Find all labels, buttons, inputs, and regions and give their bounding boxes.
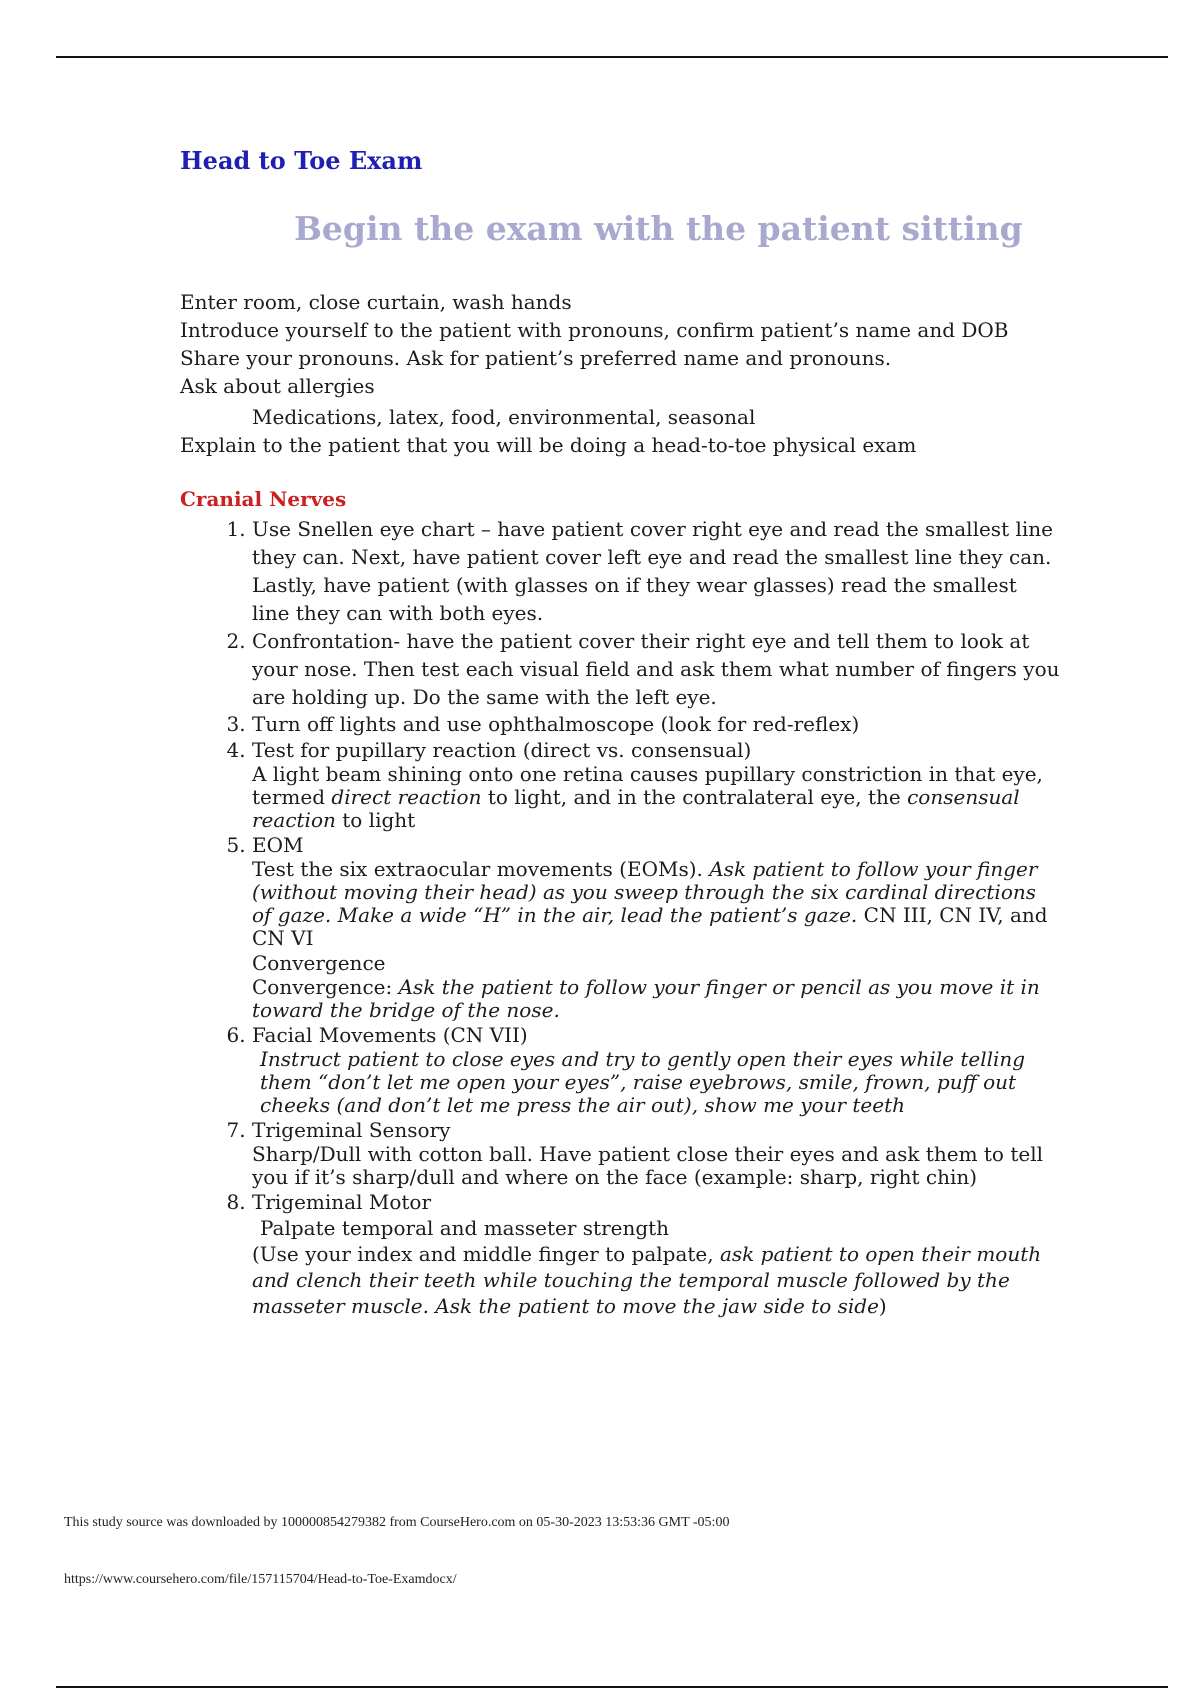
list-item xyxy=(252,711,1060,737)
body-text: to light, and in the contralateral eye, the xyxy=(481,785,908,809)
intro-line: Enter room, close curtain, wash hands xyxy=(180,290,572,314)
convergence-body xyxy=(252,976,1060,1022)
body-text: Test the six extraocular movements (EOMs). xyxy=(252,857,710,881)
body-text: to light xyxy=(335,808,416,832)
list-item xyxy=(252,1022,1060,1117)
item-title: 5. EOM xyxy=(252,833,304,857)
convergence-title: Convergence xyxy=(252,951,386,975)
top-rule xyxy=(56,56,1168,58)
item-title: 6. Facial Movements (CN VII) xyxy=(252,1023,528,1047)
item-body xyxy=(252,858,1060,950)
item-body xyxy=(252,1048,1060,1117)
cranial-nerves-heading: Cranial Nerves xyxy=(180,487,347,511)
allergy-list: Medications, latex, food, environmental, seasonal xyxy=(252,405,756,429)
list-item xyxy=(252,737,1060,832)
item-title: 8. Trigeminal Motor xyxy=(252,1190,432,1214)
body-text: A light beam shining onto one retina causes pupillary constriction in that eye, termed xyxy=(252,762,1043,809)
list-item xyxy=(252,515,1060,627)
body-italic: direct reaction xyxy=(331,785,482,809)
body-text: Convergence: xyxy=(252,975,399,999)
cranial-nerves-list xyxy=(180,515,1060,1319)
body-text: (Use your index and middle finger to palpate, xyxy=(252,1242,720,1266)
list-item xyxy=(252,1117,1060,1189)
item-subline: Palpate temporal and masseter strength xyxy=(260,1216,670,1240)
item-body xyxy=(252,763,1060,832)
doc-title: Head to Toe Exam xyxy=(180,146,423,175)
source-url[interactable]: https://www.coursehero.com/file/157115704/Head-to-Toe-Examdocx/ xyxy=(64,1572,457,1587)
item-body xyxy=(252,1241,1060,1319)
body-text: CN III, CN IV, and CN VI xyxy=(252,903,1048,950)
intro-line: Share your pronouns. Ask for patient’s preferred name and pronouns. xyxy=(180,346,892,370)
document-body xyxy=(180,146,1060,1319)
list-item xyxy=(252,832,1060,1022)
intro-line: Explain to the patient that you will be doing a head-to-toe physical exam xyxy=(180,433,917,457)
item-title: 7. Trigeminal Sensory xyxy=(252,1118,451,1142)
intro-block xyxy=(180,288,1060,459)
item-body: Sharp/Dull with cotton ball. Have patient close their eyes and ask them to tell you if it’s sharp/dull and where on the face (example: sharp, right chin) xyxy=(252,1142,1043,1189)
item-text: 2. Confrontation- have the patient cover their right eye and tell them to look at your nose. Then test each visual field and ask them what number of fingers you are holding up. Do the same with the left eye. xyxy=(252,629,1060,709)
bottom-rule xyxy=(56,1686,1168,1688)
body-italic: Ask patient to follow your finger (without moving their head) as you sweep through the six cardinal directions of gaze. Make a wide “H” in the air, lead the patient’s gaze. xyxy=(252,857,1038,927)
list-item xyxy=(252,627,1060,711)
item-text: 1. Use Snellen eye chart – have patient cover right eye and read the smallest line they can. Next, have patient cover left eye and read the smallest line they can. Lastly, have patient (with glasses on if they wear glasses) read the smallest line they can with both eyes. xyxy=(252,517,1053,625)
body-italic: Instruct patient to close eyes and try to gently open their eyes while telling them “don’t let me open your eyes”, raise eyebrows, smile, frown, puff out cheeks (and don’t let me press the air out), show me your teeth xyxy=(260,1047,1026,1117)
intro-line: Introduce yourself to the patient with pronouns, confirm patient’s name and DOB xyxy=(180,318,1009,342)
list-item xyxy=(252,1189,1060,1319)
body-italic: consensual reaction xyxy=(252,785,1020,832)
body-text: ) xyxy=(878,1294,887,1318)
download-notice: This study source was downloaded by 100000854279382 from CourseHero.com on 05-30-2023 13:53:36 GMT -05:00 xyxy=(64,1515,730,1530)
item-title: 4. Test for pupillary reaction (direct vs. consensual) xyxy=(252,738,752,762)
doc-subtitle: Begin the exam with the patient sitting xyxy=(294,209,1023,248)
item-text: 3. Turn off lights and use ophthalmoscope (look for red-reflex) xyxy=(252,712,860,736)
body-italic: Ask the patient to follow your finger or pencil as you move it in toward the bridge of the nose. xyxy=(252,975,1040,1022)
body-italic: ask patient to open their mouth and clench their teeth while touching the temporal muscle followed by the masseter muscle. Ask the patient to move the jaw side to side xyxy=(252,1242,1042,1318)
intro-line: Ask about allergies xyxy=(180,374,375,398)
